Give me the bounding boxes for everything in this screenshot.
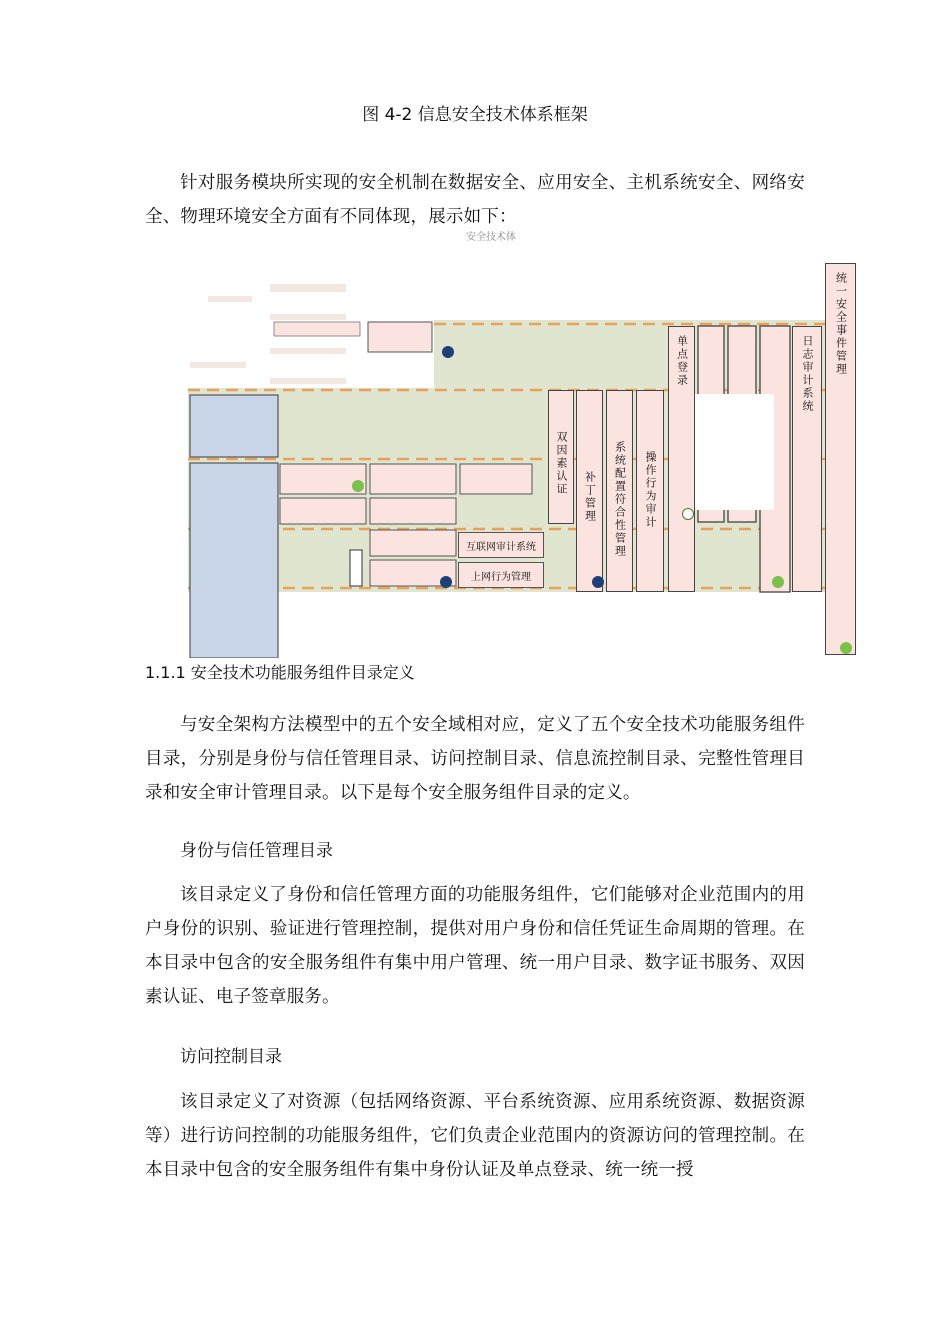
- app-security-block: [190, 463, 278, 658]
- diagram-top-label: 安全技术体: [466, 232, 516, 243]
- paragraph-security-domains: 与安全架构方法模型中的五个安全域相对应，定义了五个安全技术功能服务组件目录，分别是身份与信任管理目录、访问控制目录、信息流控制目录、完整性管理目录和安全审计管理目录。以下是每个安全服务组件目录的定义。: [145, 715, 805, 803]
- status-dot-navy: [592, 576, 604, 588]
- paragraph-identity-trust: 该目录定义了身份和信任管理方面的功能服务组件，它们能够对企业范围内的用户身份的识别、验证进行管理控制，提供对用户身份和信任凭证生命周期的管理。在本目录中包含的安全服务组件有集中用户管理、统一用户目录、数字证书服务、双因素认证、电子签章服务。: [145, 885, 805, 1007]
- log-audit-box: 日志审计系统: [792, 326, 822, 592]
- label-strip: [208, 296, 252, 302]
- component-box: [370, 498, 456, 524]
- label-strip: [270, 314, 346, 320]
- diagram-background: [170, 228, 870, 658]
- component-box: [280, 498, 366, 524]
- status-dot-navy: [440, 576, 452, 588]
- security-architecture-diagram: [170, 228, 870, 658]
- section-title: 1.1.1 安全技术功能服务组件目录定义: [145, 663, 415, 682]
- label-strip: [270, 378, 346, 384]
- paragraph-access-control: 该目录定义了对资源（包括网络资源、平台系统资源、应用系统资源、数据资源等）进行访问控制的功能服务组件，它们负责企业范围内的资源访问的管理控制。在本目录中包含的安全服务组件有集中身份认证及单点登录、统一统一授: [145, 1092, 805, 1180]
- unified-security-event-box: 统一安全事件管理: [825, 263, 856, 655]
- component-box: [368, 322, 432, 352]
- internet-audit-box: 互联网审计系统: [458, 532, 544, 558]
- patch-management-box: 补丁管理: [576, 390, 603, 592]
- web-behavior-box: 上网行为管理: [458, 562, 544, 588]
- data-security-block: [190, 395, 278, 457]
- single-sign-on-box: 单点登录: [668, 326, 695, 592]
- component-box: [370, 530, 456, 556]
- label-strip: [270, 348, 346, 354]
- occlusion-patch: [692, 394, 774, 510]
- config-compliance-box: 系统配置符合性管理: [606, 390, 633, 592]
- status-dot-green: [352, 480, 364, 492]
- heading-access-control: 访问控制目录: [180, 1047, 282, 1067]
- two-factor-auth-box: 双因素认证: [548, 390, 574, 524]
- component-box: [460, 464, 532, 494]
- component-box: [350, 550, 362, 586]
- status-dot-outline: [682, 508, 694, 520]
- status-dot-navy: [442, 346, 454, 358]
- intro-paragraph: 针对服务模块所实现的安全机制在数据安全、应用安全、主机系统安全、网络安全、物理环境安全方面有不同体现，展示如下：: [145, 173, 805, 227]
- label-strip: [270, 284, 346, 292]
- status-dot-green: [772, 576, 784, 588]
- component-box: [370, 464, 456, 494]
- component-box: [274, 322, 360, 336]
- status-dot-green: [840, 642, 852, 654]
- operation-audit-box: 操作行为审计: [636, 390, 664, 592]
- label-strip: [190, 362, 246, 368]
- figure-caption: 图 4-2 信息安全技术体系框架: [362, 105, 588, 125]
- heading-identity-trust: 身份与信任管理目录: [180, 841, 333, 861]
